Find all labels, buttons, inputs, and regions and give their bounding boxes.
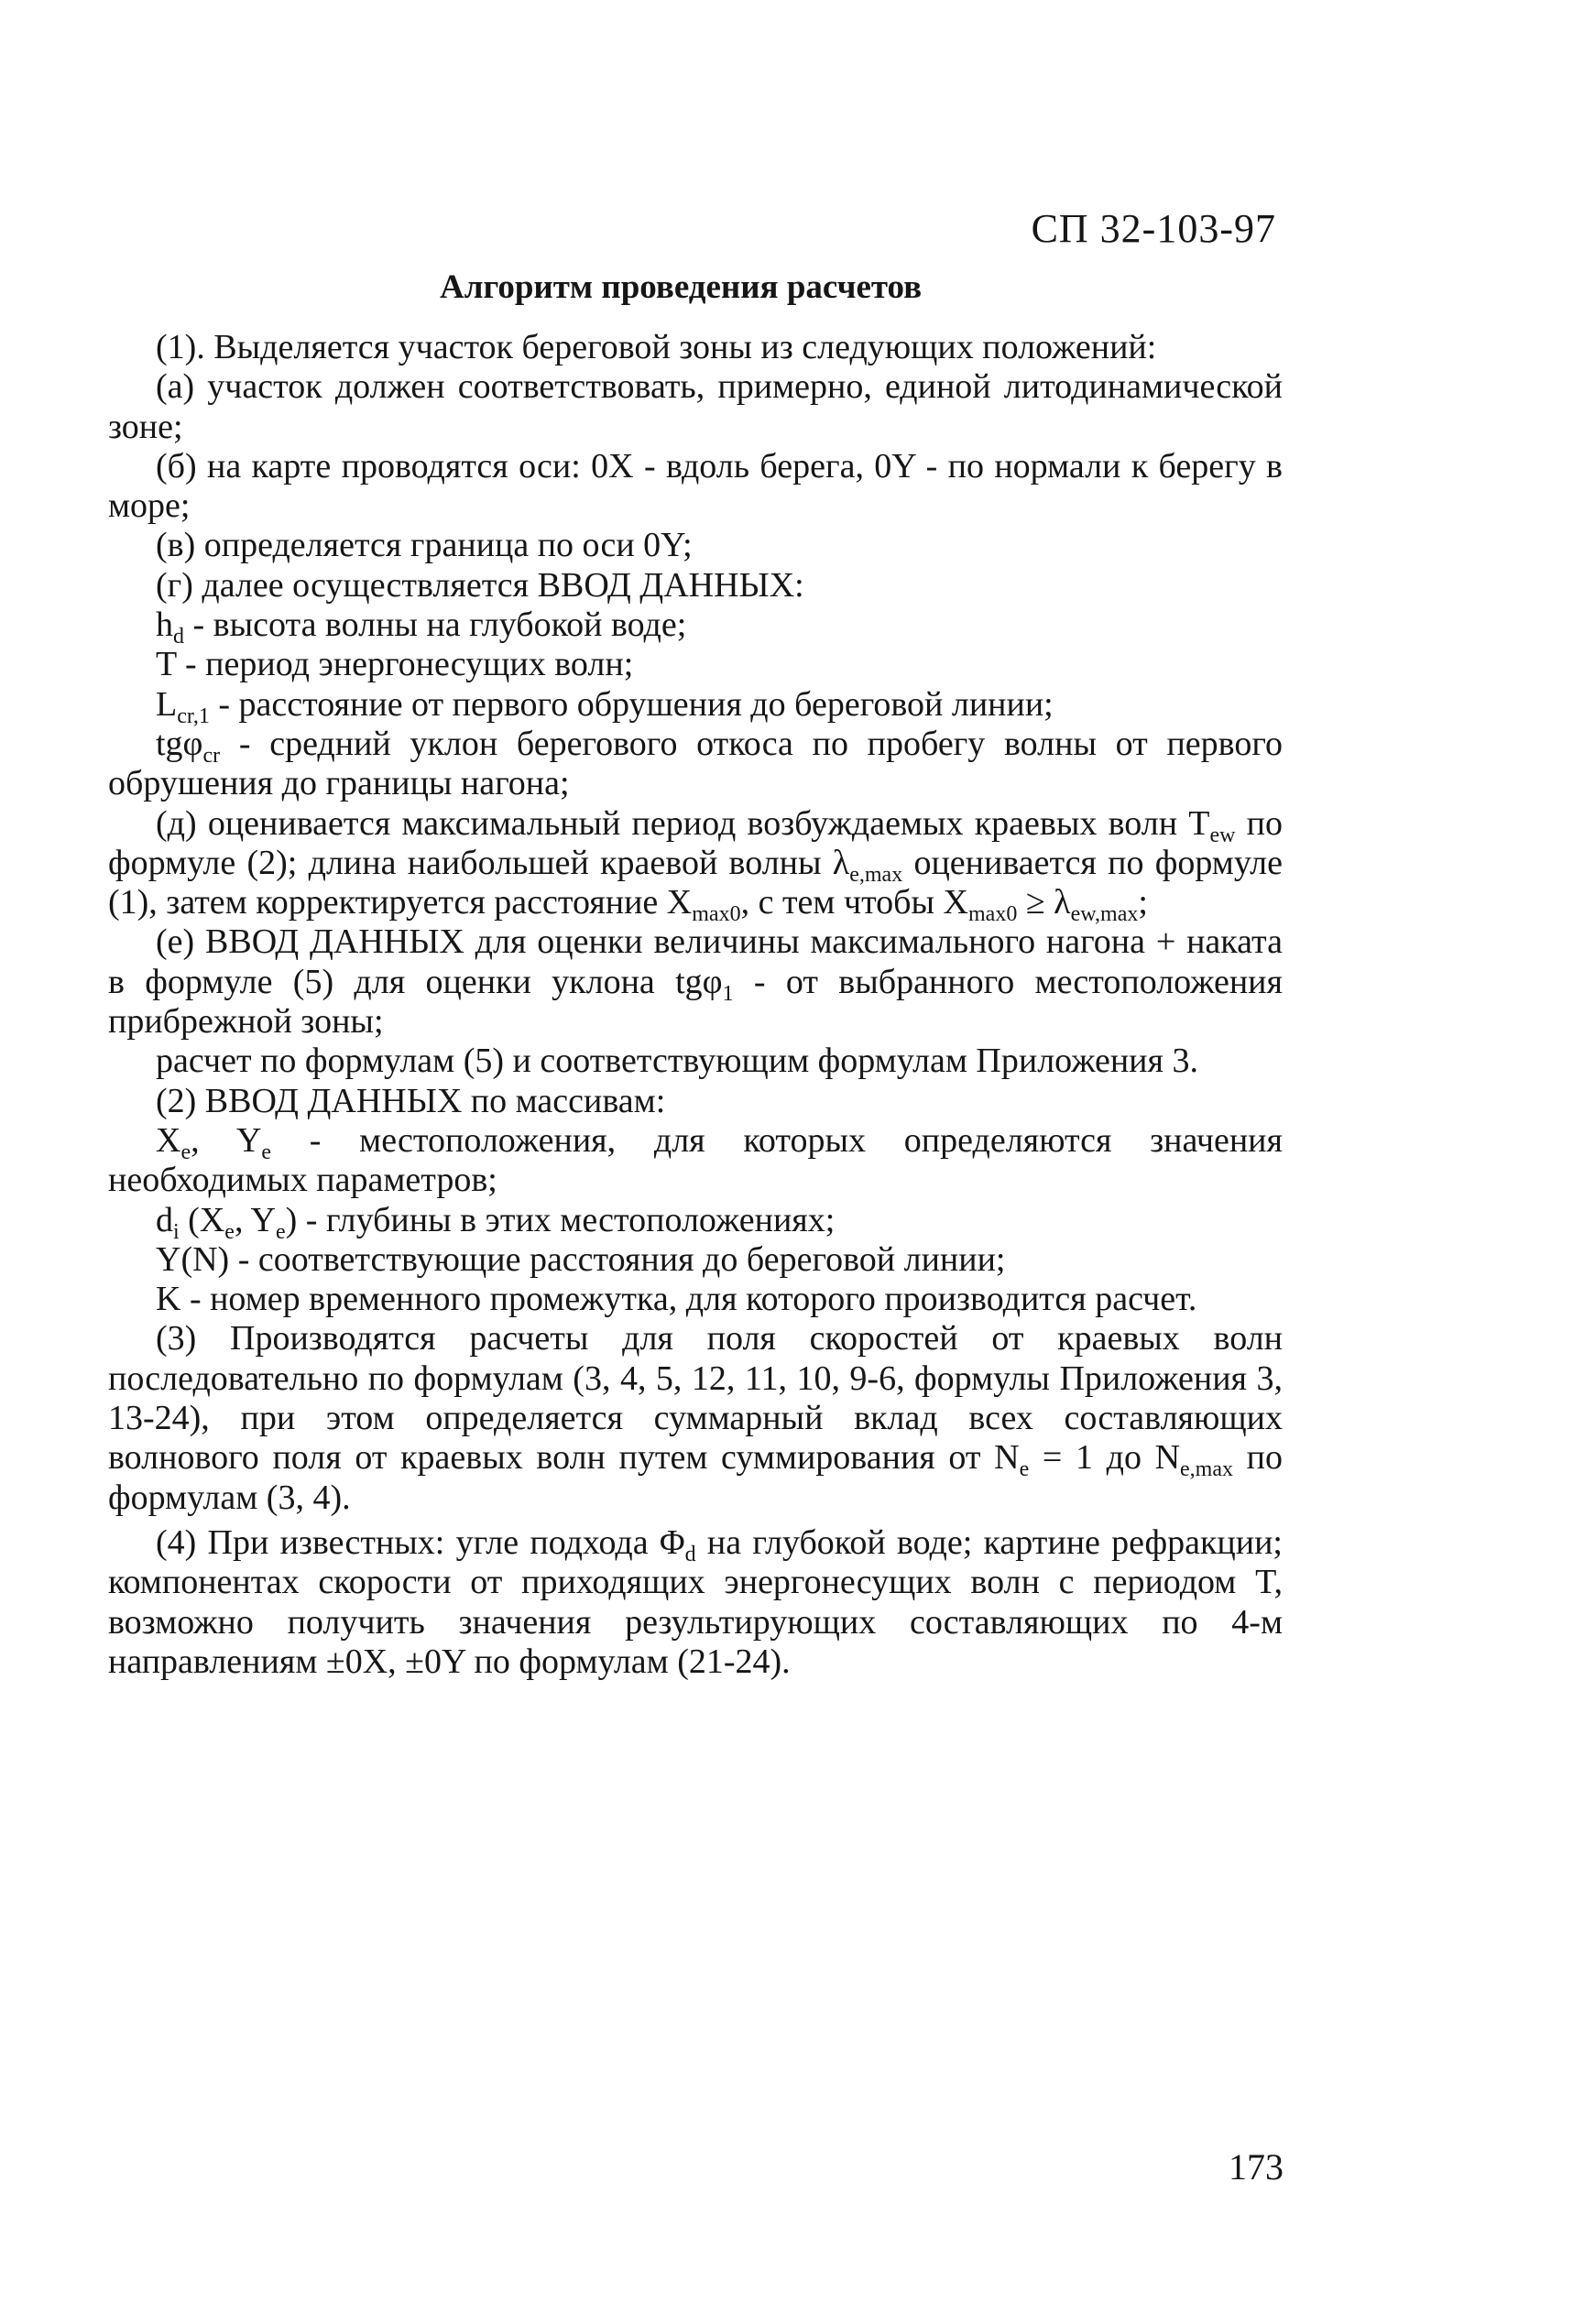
paragraph-tgphi: tgφ$_{cr}$ - средний уклон берегового откоса по пробегу волны от первого обрушения до границы нагона; <box>108 724 1283 803</box>
paragraph-item-a: (а) участок должен соответствовать, примерно, единой литодинамической зоне; <box>108 367 1283 446</box>
paragraph-item-v: (в) определяется граница по оси 0Y; <box>156 526 693 565</box>
paragraph-calculation: расчет по формулам (5) и соответствующим формулам Приложения 3. <box>156 1042 1198 1081</box>
paragraph-step-2: (2) ВВОД ДАННЫХ по массивам: <box>156 1081 666 1120</box>
paragraph-item-b: (б) на карте проводятся оси: 0X - вдоль берега, 0Y - по нормали к берегу в море; <box>108 446 1283 526</box>
paragraph-t: T - период энергонесущих волн; <box>156 645 634 684</box>
document-code: СП 32-103-97 <box>1031 206 1276 251</box>
paragraph-k: K - номер временного промежутка, для которого производится расчет. <box>156 1280 1197 1319</box>
paragraph-item-d: (д) оценивается максимальный период возбуждаемых краевых волн $T_{ew}$ по формуле (2); длина наибольшей краевой волны $\lambda_{e,max}$ оценивается по формуле (1), затем корректируется расстояние $X_{max0}$, с тем чтобы $X_{max0} \ge \lambda_{ew,max}$; <box>108 803 1284 927</box>
section-heading: Алгоритм проведения расчетов <box>440 268 923 306</box>
body-text <box>108 328 1283 1682</box>
paragraph-step-4: (4) При известных: угле подхода $\Phi_d$ на глубокой воде; картине рефракции; компонентах скорости от приходящих энергонесущих волн с периодом T, возможно получить значения результирующих составляющих по 4-м направлениям ±0X, ±0Y по формулам (21-24). <box>108 1522 1283 1681</box>
page-number: 173 <box>1229 2146 1284 2188</box>
paragraph-lcr: $L_{cr,1}$ - расстояние от первого обрушения до береговой линии; <box>156 684 1054 728</box>
paragraph-step-3: (3) Производятся расчеты для поля скоростей от краевых волн последовательно по формулам (3, 4, 5, 12, 11, 10, 9-6, формулы Приложения 3, 13-24), при этом определяется суммарный вклад всех составляющих волнового поля от краевых волн путем суммирования от $N_e = 1$ до $N_{e,max}$ по формулам (3, 4). <box>108 1319 1283 1517</box>
paragraph-di: $d_i$ ($X_e$, $Y_e$) - глубины в этих местоположениях; <box>156 1200 836 1244</box>
paragraph-yn: Y(N) - соответствующие расстояния до береговой линии; <box>156 1239 1006 1279</box>
paragraph-item-g: (г) далее осуществляется ВВОД ДАННЫХ: <box>156 565 804 605</box>
paragraph-step-1: (1). Выделяется участок береговой зоны из следующих положений: <box>156 328 1157 366</box>
paragraph-item-e: (е) ВВОД ДАННЫХ для оценки величины максимального нагона + наката в формуле (5) для оценки уклона tgφ$_1$ - от выбранного местоположения прибрежной зоны; <box>108 922 1284 1042</box>
paragraph-hd: $h_d$ - высота волны на глубокой воде; <box>156 606 687 649</box>
paragraph-xe-ye: $X_e$, $Y_e$ - местоположения, для которых определяются значения необходимых параметров; <box>108 1120 1283 1200</box>
